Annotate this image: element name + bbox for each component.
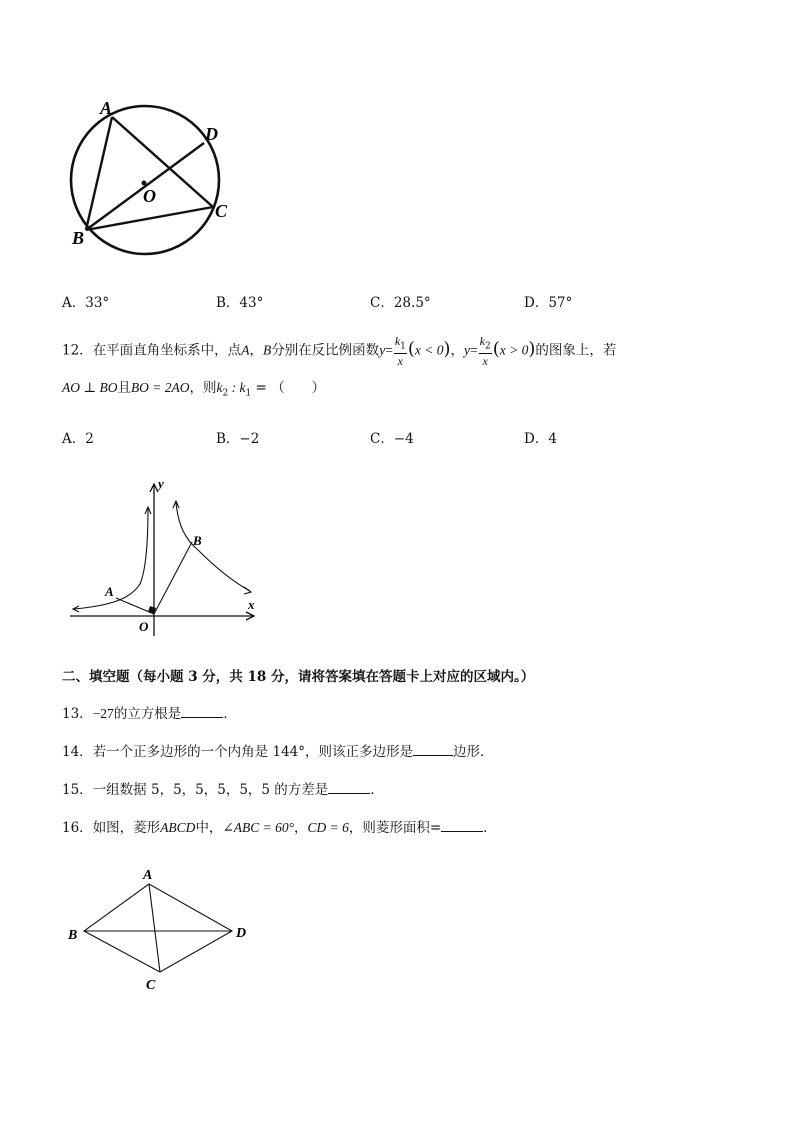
q11-option-b[interactable]: B．43° [216, 295, 264, 311]
section-heading: 二、填空题（每小题 3 分，共 18 分，请将答案填在答题卡上对应的区域内。） [62, 669, 535, 685]
answer-blank[interactable] [328, 779, 370, 794]
hyperbola-graph [62, 478, 272, 638]
q11-option-a[interactable]: A．33° [62, 295, 110, 311]
fraction-k2-x: $\frac{k_2}{x}$ [479, 334, 491, 369]
fraction-k1-x: $\frac{k_1}{x}$ [394, 334, 406, 369]
q16: 16．如图，菱形ABCD中，∠ABC = 60°，CD = 6，则菱形面积= ． [62, 817, 497, 838]
graph-label-a: A [105, 584, 114, 599]
answer-blank[interactable] [441, 817, 483, 832]
label-c: C [215, 201, 228, 221]
chord-bc [86, 207, 213, 230]
label-o: O [143, 186, 156, 206]
label-a: A [100, 98, 113, 118]
q12-option-b[interactable]: B．−2 [216, 431, 260, 447]
graph-label-x: x [248, 597, 255, 612]
q12-option-d[interactable]: D．4 [524, 431, 557, 447]
graph-label-b: B [193, 533, 202, 548]
rhombus-label-a: A [143, 868, 153, 883]
rhombus-figure [62, 862, 262, 997]
q12-line2: AO ⊥ BO且BO = 2AO，则$k_2$ : $k_1$ = （ ） [62, 380, 326, 399]
answer-blank[interactable] [413, 741, 453, 756]
chord-ac [112, 117, 213, 207]
q12-option-c[interactable]: C．−4 [370, 431, 414, 447]
circle [71, 106, 219, 254]
answer-blank[interactable] [181, 703, 223, 718]
right-branch [176, 502, 250, 591]
label-d: D [205, 124, 218, 144]
segment-ob [154, 542, 192, 614]
q12-line1: 12．在平面直角坐标系中，点A，B分别在反比例函数y= $\frac{k_1}{x}$ (x < 0)，y= $\frac{k_2}{x}$ (x > 0)的图象上，若 [62, 334, 617, 369]
q11-option-c[interactable]: C．28.5° [370, 295, 431, 311]
rhombus-label-c: C [146, 978, 156, 993]
rhombus-label-b: B [68, 928, 78, 943]
q11-option-d[interactable]: D．57° [524, 295, 573, 311]
q12-option-a[interactable]: A．2 [62, 431, 94, 447]
q15: 15．一组数据 5，5，5，5，5，5 的方差是 ． [62, 779, 384, 800]
diagonal-ac [149, 884, 160, 972]
q14: 14．若一个正多边形的一个内角是 144°，则该正多边形是 边形． [62, 741, 494, 762]
circle-figure [55, 92, 255, 267]
q13: 13．−27的立方根是 ． [62, 703, 237, 724]
center-point [142, 181, 147, 186]
label-b: B [72, 228, 85, 248]
graph-label-y: y [158, 478, 164, 491]
rhombus-label-d: D [236, 926, 247, 941]
graph-label-o: O [139, 619, 149, 634]
